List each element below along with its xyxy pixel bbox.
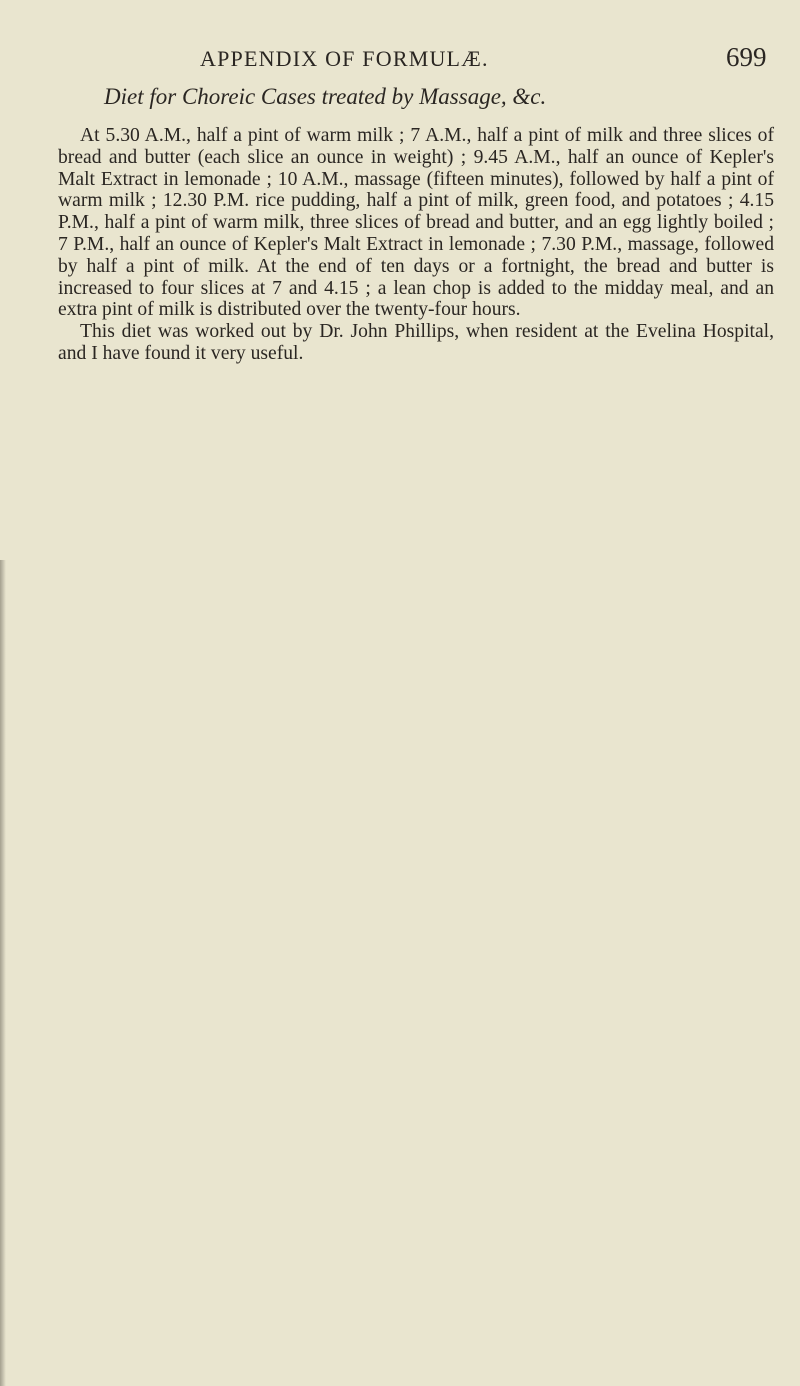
- running-head: [0, 42, 800, 76]
- paragraph-diet-schedule: At 5.30 A.M., half a pint of warm milk ; 7 A.M., half a pint of milk and three slices of bread and butter (each slice an ounce in weight) ; 9.45 A.M., half an ounce of Kepler's Malt Extract in lemonade ; 10 A.M., massage (fifteen minutes), followed by half a pint of warm milk ; 12.30 P.M. rice pudding, half a pint of milk, green food, and potatoes ; 4.15 P.M., half a pint of warm milk, three slices of bread and butter, and an egg lightly boiled ; 7 P.M., half an ounce of Kepler's Malt Extract in lemonade ; 7.30 P.M., massage, followed by half a pint of milk. At the end of ten days or a fortnight, the bread and butter is increased to four slices at 7 and 4.15 ; a lean chop is added to the midday meal, and an extra pint of milk is distributed over the twenty-four hours.: [58, 125, 774, 321]
- page-number: 699: [726, 42, 767, 72]
- section-heading: Diet for Choreic Cases treated by Massage, &c.: [104, 84, 547, 109]
- body-text: [58, 125, 774, 365]
- paragraph-attribution: This diet was worked out by Dr. John Phillips, when resident at the Evelina Hospital, and I have found it very useful.: [58, 321, 774, 364]
- page-edge-shadow: [0, 560, 6, 1386]
- running-title: APPENDIX OF FORMULÆ.: [200, 46, 489, 71]
